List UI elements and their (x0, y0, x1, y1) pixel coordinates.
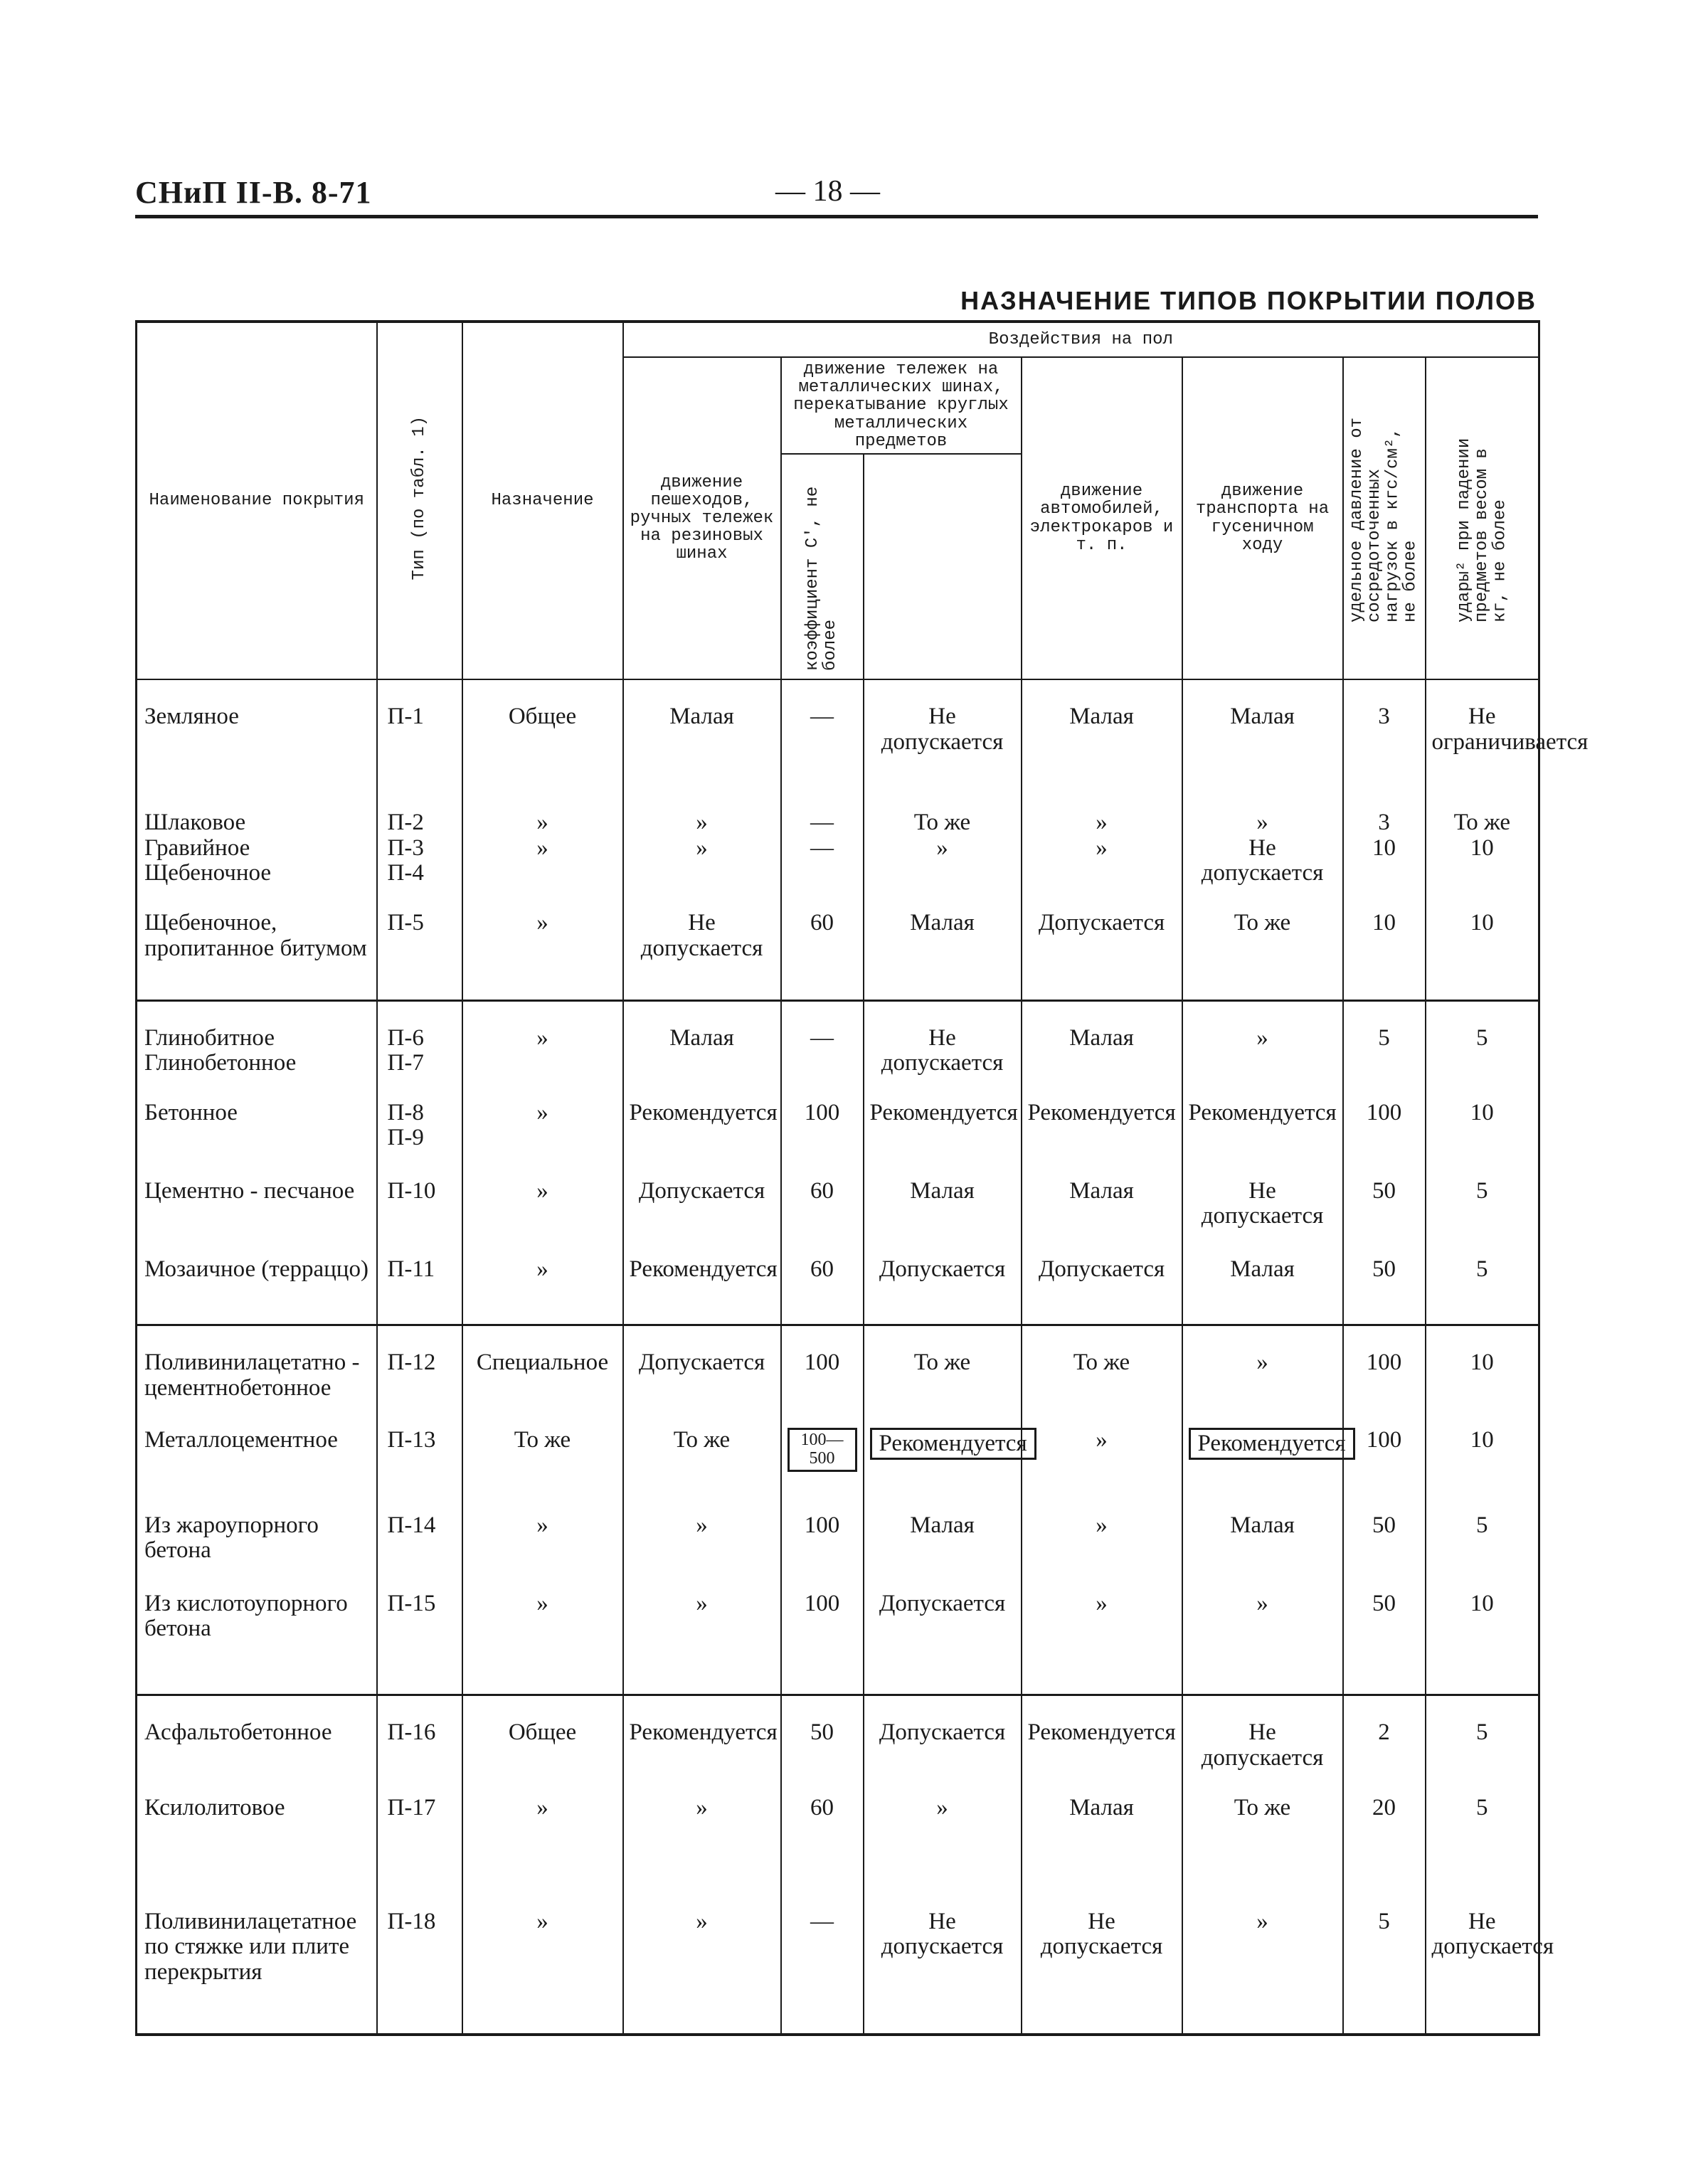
cell-purpose: » (462, 1169, 623, 1247)
cell-impacts: 5 (1426, 1786, 1539, 1899)
document-code: СНиП II-В. 8-71 (135, 175, 372, 210)
cell-type: П-15 (377, 1581, 462, 1695)
cell-pedestrian: Малая (623, 679, 781, 800)
col-header-impacts: Воздействия на пол (623, 322, 1539, 357)
cell-cars: Не допускается (1022, 1899, 1182, 2035)
cell-type: П-2 П-3 П-4 (377, 800, 462, 901)
table-row (137, 1000, 1539, 1091)
cell-coef: 100 (781, 1581, 864, 1695)
cell-type: П-6 П-7 (377, 1000, 462, 1091)
cell-type: П-11 (377, 1247, 462, 1325)
cell-purpose: Специальное (462, 1325, 623, 1418)
cell-impacts: 5 (1426, 1503, 1539, 1581)
cell-pedestrian: » » (623, 800, 781, 901)
cell-coef: — (781, 679, 864, 800)
cell-cars: » (1022, 1503, 1182, 1581)
cell-impacts: 5 (1426, 1695, 1539, 1786)
cell-pedestrian: Допускается (623, 1169, 781, 1247)
col-header-cars: движение автомобилей, электрокаров и т. п. (1022, 357, 1182, 679)
col-header-metal (864, 454, 1022, 679)
cell-pressure: 3 10 (1343, 800, 1426, 901)
cell-purpose: » (462, 1091, 623, 1169)
cell-purpose: » (462, 1899, 623, 2035)
cell-coef: 60 (781, 901, 864, 1000)
cell-name: Мозаичное (терраццо) (137, 1247, 377, 1325)
cell-name: Металлоцементное (137, 1418, 377, 1503)
col-header-pedestrian: движение пешеходов, ручных тележек на резиновых шинах (623, 357, 781, 679)
cell-type: П-5 (377, 901, 462, 1000)
col-header-name: Наименование покрытия (137, 322, 377, 679)
table-row (137, 1091, 1539, 1169)
table-row (137, 1695, 1539, 1786)
cell-impacts: Не ограничивается (1426, 679, 1539, 800)
cell-coef: 60 (781, 1169, 864, 1247)
cell-tracked: Малая (1182, 679, 1343, 800)
cell-purpose: » (462, 1000, 623, 1091)
cell-impacts: 10 (1426, 901, 1539, 1000)
cell-tracked: То же (1182, 901, 1343, 1000)
cell-name: Земляное (137, 679, 377, 800)
cell-coef: 60 (781, 1247, 864, 1325)
cell-purpose: » (462, 1786, 623, 1899)
cell-impacts: 10 (1426, 1091, 1539, 1169)
cell-metal-carts: Не допускается (864, 1000, 1022, 1091)
col-header-metal-carts-group: движение тележек на металлических шинах, перекатывание круглых металлических предметов (781, 357, 1022, 454)
cell-pedestrian: Рекомендуется (623, 1091, 781, 1169)
cell-metal-carts: То же (864, 1325, 1022, 1418)
cell-name: Поливинилацетатно - цементнобетонное (137, 1325, 377, 1418)
cell-coef: 100 (781, 1503, 864, 1581)
cell-cars: Допускается (1022, 901, 1182, 1000)
table-row (137, 679, 1539, 800)
cell-pedestrian: Рекомендуется (623, 1247, 781, 1325)
cell-pedestrian: Малая (623, 1000, 781, 1091)
cell-name: Глинобитное Глинобетонное (137, 1000, 377, 1091)
cell-impacts: 5 (1426, 1000, 1539, 1091)
cell-impacts: Не допускается (1426, 1899, 1539, 2035)
cell-tracked: Не допускается (1182, 1169, 1343, 1247)
cell-cars: » (1022, 1418, 1182, 1503)
cell-pressure: 20 (1343, 1786, 1426, 1899)
cell-coef: — (781, 1899, 864, 2035)
cell-pressure: 3 (1343, 679, 1426, 800)
cell-pressure: 5 (1343, 1000, 1426, 1091)
cell-coef: 60 (781, 1786, 864, 1899)
cell-purpose: » (462, 1503, 623, 1581)
cell-tracked: Рекомендуется (1182, 1418, 1343, 1503)
cell-purpose: » » (462, 800, 623, 901)
cell-tracked: То же (1182, 1786, 1343, 1899)
cell-pedestrian: » (623, 1503, 781, 1581)
cell-pressure: 5 (1343, 1899, 1426, 2035)
cell-cars: Малая (1022, 1786, 1182, 1899)
table-row (137, 1503, 1539, 1581)
cell-name: Шлаковое Гравийное Щебеночное (137, 800, 377, 901)
cell-cars: Рекомендуется (1022, 1695, 1182, 1786)
cell-tracked: » (1182, 1581, 1343, 1695)
table-body (137, 679, 1589, 2034)
cell-coef: 100 (781, 1091, 864, 1169)
cell-metal-carts: Малая (864, 901, 1022, 1000)
cell-type: П-8 П-9 (377, 1091, 462, 1169)
table-title: НАЗНАЧЕНИЕ ТИПОВ ПОКРЫТИИ ПОЛОВ (960, 286, 1537, 315)
cell-type: П-18 (377, 1899, 462, 2035)
cell-metal-carts: Допускается (864, 1581, 1022, 1695)
cell-impacts: 5 (1426, 1169, 1539, 1247)
cell-impacts: 10 (1426, 1581, 1539, 1695)
cell-name: Ксилолитовое (137, 1786, 377, 1899)
cell-metal-carts: Допускается (864, 1695, 1022, 1786)
table-row (137, 1899, 1539, 2035)
cell-type: П-10 (377, 1169, 462, 1247)
cell-pedestrian: » (623, 1581, 781, 1695)
cell-metal-carts: То же » (864, 800, 1022, 901)
cell-metal-carts: Малая (864, 1503, 1022, 1581)
cell-type: П-14 (377, 1503, 462, 1581)
cell-pressure: 100 (1343, 1091, 1426, 1169)
cell-purpose: » (462, 1247, 623, 1325)
cell-name: Из кислотоупорного бетона (137, 1581, 377, 1695)
col-header-pressure: удельное давление от сосредоточенных нагрузок в кгс/см², не более (1343, 357, 1426, 679)
cell-name: Цементно - песчаное (137, 1169, 377, 1247)
cell-cars: Рекомендуется (1022, 1091, 1182, 1169)
cell-cars: Допускается (1022, 1247, 1182, 1325)
cell-pressure: 50 (1343, 1169, 1426, 1247)
col-header-tracked: движение транспорта на гусеничном ходу (1182, 357, 1343, 679)
cell-impacts: 10 (1426, 1418, 1539, 1503)
cell-coef: — (781, 1000, 864, 1091)
cell-pressure: 100 (1343, 1325, 1426, 1418)
cell-coef: — — (781, 800, 864, 901)
col-header-purpose: Назначение (462, 322, 623, 679)
cell-tracked: » (1182, 1899, 1343, 2035)
cell-purpose: » (462, 901, 623, 1000)
cell-tracked: » Не допускается (1182, 800, 1343, 901)
table-row (137, 1581, 1539, 1695)
cell-cars: То же (1022, 1325, 1182, 1418)
cell-tracked: » (1182, 1000, 1343, 1091)
cell-pressure: 2 (1343, 1695, 1426, 1786)
cell-cars: Малая (1022, 1169, 1182, 1247)
cell-name: Бетонное (137, 1091, 377, 1169)
cell-coef: 100 (781, 1325, 864, 1418)
cell-pressure: 50 (1343, 1247, 1426, 1325)
cell-impacts: 10 (1426, 1325, 1539, 1418)
cell-coef: 100—500 (781, 1418, 864, 1503)
cell-cars: Малая (1022, 679, 1182, 800)
cell-purpose: » (462, 1581, 623, 1695)
cell-name: Поливинилацетатное по стяжке или плите перекрытия (137, 1899, 377, 2035)
cell-metal-carts: » (864, 1786, 1022, 1899)
cell-pressure: 50 (1343, 1503, 1426, 1581)
col-header-impacts-weight: удары² при падении предметов весом в кг, не более (1426, 357, 1539, 679)
cell-metal-carts: Малая (864, 1169, 1022, 1247)
cell-purpose: Общее (462, 1695, 623, 1786)
cell-type: П-17 (377, 1786, 462, 1899)
cell-tracked: Малая (1182, 1503, 1343, 1581)
cell-name: Из жароупорного бетона (137, 1503, 377, 1581)
cell-metal-carts: Рекомендуется (864, 1091, 1022, 1169)
cell-pressure: 10 (1343, 901, 1426, 1000)
table-row (137, 1247, 1539, 1325)
cell-metal-carts: Допускается (864, 1247, 1022, 1325)
cell-pedestrian: То же (623, 1418, 781, 1503)
cell-type: П-16 (377, 1695, 462, 1786)
table-row (137, 1418, 1539, 1503)
cell-name: Асфальтобетонное (137, 1695, 377, 1786)
cell-tracked: Не допускается (1182, 1695, 1343, 1786)
col-header-type: Тип (по табл. 1) (377, 322, 462, 679)
table-row (137, 800, 1539, 901)
cell-metal-carts: Рекомендуется (864, 1418, 1022, 1503)
header-rule (135, 215, 1538, 218)
page-number: — 18 — (775, 175, 880, 208)
cell-impacts: 5 (1426, 1247, 1539, 1325)
table-row (137, 1786, 1539, 1899)
cell-coef: 50 (781, 1695, 864, 1786)
cell-impacts: То же 10 (1426, 800, 1539, 901)
table-row (137, 1169, 1539, 1247)
cell-pressure: 50 (1343, 1581, 1426, 1695)
cell-pedestrian: » (623, 1786, 781, 1899)
cell-tracked: Рекомендуется (1182, 1091, 1343, 1169)
cell-metal-carts: Не допускается (864, 1899, 1022, 2035)
cell-pedestrian: Не допускается (623, 901, 781, 1000)
col-header-coef: коэффициент C', не более (781, 454, 864, 679)
cell-pressure: 100 (1343, 1418, 1426, 1503)
cell-cars: » (1022, 1581, 1182, 1695)
table-row (137, 901, 1539, 1000)
cell-type: П-1 (377, 679, 462, 800)
cell-pedestrian: Допускается (623, 1325, 781, 1418)
cell-tracked: » (1182, 1325, 1343, 1418)
cell-cars: » » (1022, 800, 1182, 901)
cell-purpose: То же (462, 1418, 623, 1503)
cell-name: Щебеночное, пропитанное битумом (137, 901, 377, 1000)
cell-type: П-12 (377, 1325, 462, 1418)
cell-pedestrian: Рекомендуется (623, 1695, 781, 1786)
floor-coverings-table (135, 320, 1589, 2036)
cell-purpose: Общее (462, 679, 623, 800)
cell-pedestrian: » (623, 1899, 781, 2035)
table-row (137, 1325, 1539, 1418)
cell-type: П-13 (377, 1418, 462, 1503)
cell-metal-carts: Не допускается (864, 679, 1022, 800)
cell-cars: Малая (1022, 1000, 1182, 1091)
cell-tracked: Малая (1182, 1247, 1343, 1325)
